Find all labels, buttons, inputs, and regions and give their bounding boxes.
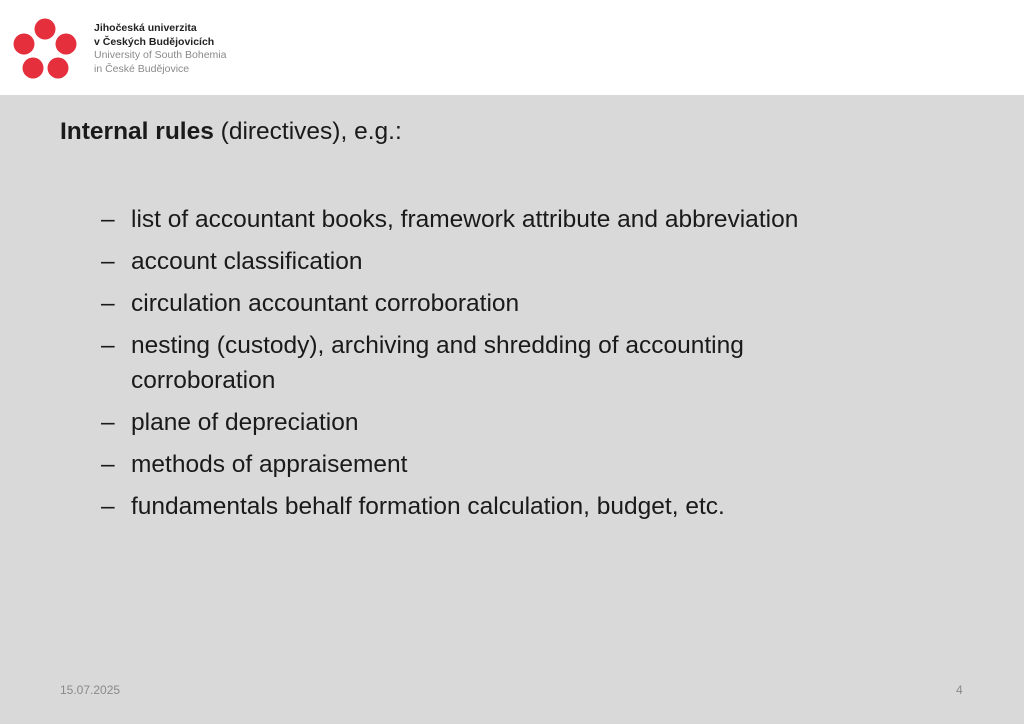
bullet-list [101,202,961,531]
bullet-item [101,202,961,237]
bullet-text: fundamentals behalf formation calculation, budget, etc. [131,493,725,520]
bullet-text: methods of appraisement [131,451,408,478]
slide-title-rest: (directives), e.g.: [213,118,402,145]
dash-icon: – [101,248,115,275]
logo-line-3: University of South Bohemia [94,49,227,61]
logo-line-4: in České Budějovice [94,62,190,75]
bullet-text: plane of depreciation [131,409,359,436]
bullet-item [101,447,961,482]
university-logo-icon [12,18,78,82]
dash-icon: – [101,332,115,359]
dash-icon: – [101,409,115,436]
dash-icon: – [101,290,115,317]
logo-line-2: v Českých Budějovicích [94,35,215,48]
dash-icon: – [101,493,115,520]
university-name [94,22,226,76]
dash-icon: – [101,206,115,233]
bullet-text: list of accountant books, framework attribute and abbreviation [131,206,799,233]
slide-header [0,0,1024,95]
bullet-item [101,405,961,440]
bullet-text: circulation accountant corroboration [131,290,520,317]
slide-title-bold: Internal rules [60,118,214,145]
logo-line-1: Jihočeská univerzita [94,22,197,34]
bullet-item [101,328,801,398]
slide-title [60,118,402,146]
bullet-item [101,489,961,524]
footer-date: 15.07.2025 [60,683,121,697]
bullet-text: nesting (custody), archiving and shredding of accounting corroboration [131,332,744,394]
bullet-item [101,286,961,321]
bullet-text: account classification [131,248,363,275]
dash-icon: – [101,451,115,478]
page-number: 4 [956,683,963,697]
bullet-item [101,244,961,279]
